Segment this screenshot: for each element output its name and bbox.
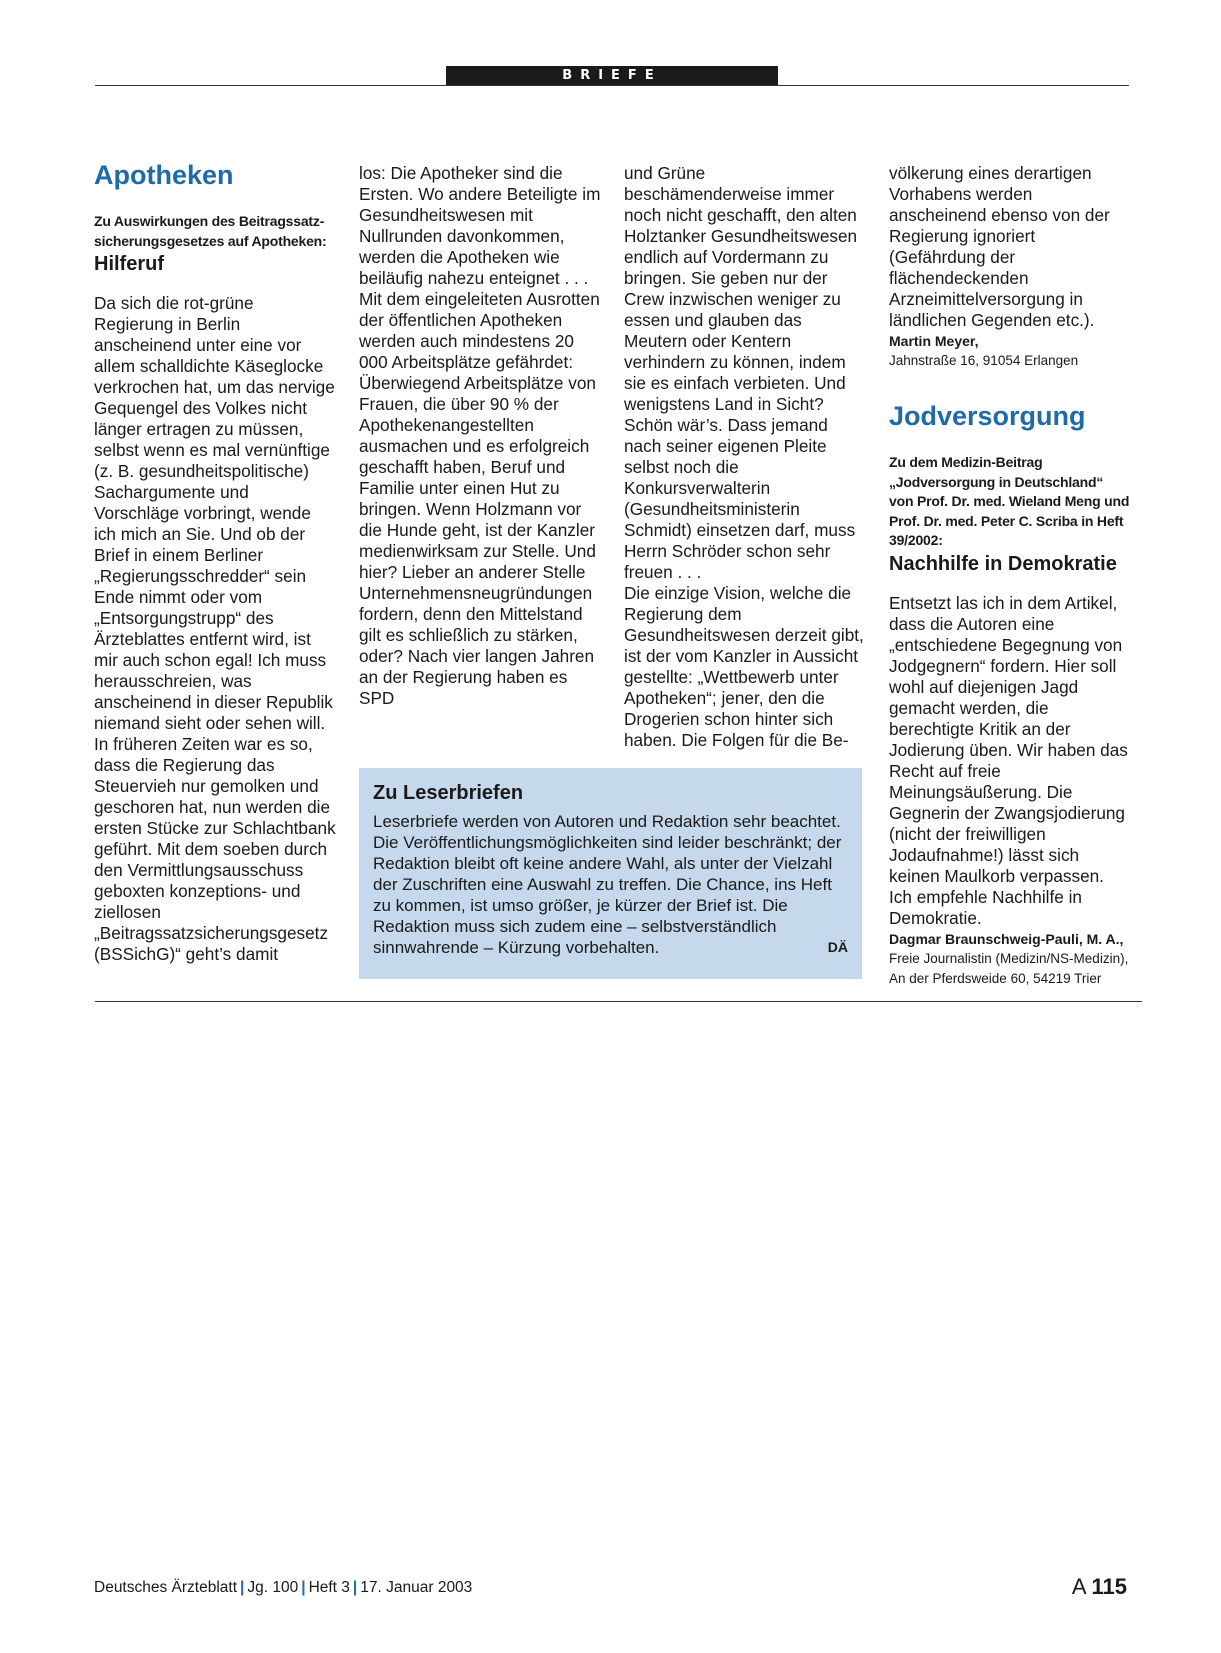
letter-signature-address: An der Pferdsweide 60, 54219 Trier	[889, 970, 1102, 986]
infobox-signature: DÄ	[827, 939, 848, 955]
letter-signature-address: Jahnstraße 16, 91054 Erlangen	[889, 353, 1079, 368]
article-intro: Zu Auswirkungen des Beitragssatzsicherungsgesetzes auf Apotheken:	[94, 213, 327, 249]
footer-separator: |	[301, 1579, 306, 1596]
page-number-value: 115	[1091, 1574, 1127, 1599]
letter-signature-name: Martin Meyer,	[889, 333, 979, 349]
footer-volume: Jg. 100	[247, 1579, 299, 1596]
letter-signature-name: Dagmar Braunschweig-Pauli, M. A.,	[889, 930, 1124, 947]
article-intro: Zu dem Medizin-Beitrag „Jodversorgung in Deutschland“ von Prof. Dr. med. Wieland Meng und Prof. Dr. med. Peter C. Scriba in Heft 39/2002:	[889, 454, 1130, 548]
column-2	[359, 163, 601, 709]
column-3	[624, 163, 866, 751]
footer-separator: |	[240, 1579, 245, 1596]
letter-paragraph: und Grüne beschämenderweise immer noch nicht geschafft, den alten Holztanker Gesundheitswesen endlich auf Vordermann zu bringen. Sie geben nur der Crew inzwischen weniger zu essen und glauben das Meutern oder Kentern verhindern zu können, indem sie es einfach verbieten. Und wenigstens Land in Sicht? Schön wär’s. Dass jemand nach seiner eigenen Pleite selbst noch die Konkursverwalterin (Gesundheitsministerin Schmidt) einsetzen darf, muss Herrn Schröder schon sehr freuen . . .	[624, 163, 858, 582]
page-number	[1072, 1574, 1127, 1600]
footer-issue: Heft 3	[308, 1579, 350, 1596]
letter-signature-role: Freie Journalistin (Medizin/NS-Medizin),	[889, 950, 1129, 966]
bottom-rule	[95, 1001, 1142, 1002]
letter-paragraph: los: Die Apotheker sind die Ersten. Wo andere Beteiligte im Gesundheitswesen mit Nullrunden davonkommen, werden die Apotheken wie beiläufig nahezu enteignet . . . Mit dem eingeleiteten Ausrotten der öffentlichen Apotheken werden auch mindestens 20 000 Arbeitsplätze gefährdet: Überwiegend Arbeitsplätze von Frauen, die über 90 % der Apothekenangestellten ausmachen und es erfolgreich geschafft haben, Beruf und Familie unter einen Hut zu bringen. Wenn Holzmann vor die Hunde geht, ist der Kanzler medienwirksam zur Stelle. Und hier? Lieber an anderer Stelle Unternehmensneugründungen fordern, denn den Mittelstand gilt es schließlich zu stärken, oder? Nach vier langen Jahren an der Regierung haben es SPD	[359, 163, 601, 708]
section-header: BRIEFE	[446, 66, 778, 86]
letter-headline-nachhilfe: Nachhilfe in Demokratie	[889, 552, 1117, 575]
column-1	[94, 158, 336, 965]
article-title-jodversorgung: Jodversorgung	[889, 401, 1086, 431]
letter-paragraph: Da sich die rot-grüne Regierung in Berlin anscheinend unter eine vor allem schalldichte Käseglocke verkrochen hat, um das nervige Gequengel des Volkes nicht länger ertragen zu müssen, selbst wenn es mal vernünftige (z. B. gesundheitspolitische) Sachargumente und Vorschläge vorbringt, wende ich mich an Sie. Und ob der Brief in einem Berliner „Regierungsschredder“ sein Ende nimmt oder vom „Entsorgungstrupp“ des Ärzteblattes entfernt wird, ist mir auch schon egal! Ich muss herausschreien, was anscheinend in dieser Republik niemand sieht oder sehen will.	[94, 293, 335, 733]
letter-paragraph: völkerung eines derartigen Vorhabens werden anscheinend ebenso von der Regierung ignoriert (Gefährdung der flächendeckenden Arzneimittelversorgung in ländlichen Gegenden etc.).	[889, 163, 1110, 330]
letter-paragraph: Entsetzt las ich in dem Artikel, dass die Autoren eine „entschiedene Begegnung von Jodgegnern“ fordern. Hier soll wohl auf diejenigen Jagd gemacht werden, die berechtigte Kritik an der Jodierung üben. Wir haben das Recht auf freie Meinungsäußerung. Die Gegnerin der Zwangsjodierung (nicht der freiwilligen Jodaufnahme!) lässt sich keinen Maulkorb verpassen. Ich empfehle Nachhilfe in Demokratie.	[889, 592, 1128, 928]
infobox-text	[373, 811, 848, 958]
article-title-apotheken: Apotheken	[94, 160, 234, 190]
top-rule	[95, 85, 1129, 86]
page-prefix: A	[1071, 1574, 1086, 1599]
infobox-title: Zu Leserbriefen	[373, 782, 524, 804]
leserbriefe-infobox	[359, 768, 862, 979]
letter-paragraph: In früheren Zeiten war es so, dass die Regierung das Steuervieh nur gemolken und geschoren hat, nun werden die ersten Stücke zur Schlachtbank geführt. Mit dem soeben durch den Vermittlungsausschuss geboxten konzeptions- und ziellosen „Beitragssatzsicherungsgesetz (BSSichG)“ geht’s damit	[94, 734, 336, 964]
letter-headline-hilferuf: Hilferuf	[94, 253, 164, 275]
column-4	[889, 163, 1131, 989]
page-footer	[94, 1579, 472, 1597]
infobox-body: Leserbriefe werden von Autoren und Redaktion sehr beachtet. Die Veröffentlichungsmöglichkeiten sind leider beschränkt; der Redaktion bleibt oft keine andere Wahl, als unter der Vielzahl der Zuschriften eine Auswahl zu treffen. Die Chance, ins Heft zu kommen, ist umso größer, je kürzer der Brief ist. Die Redaktion muss sich zudem eine – selbstverständlich sinnwahrende – Kürzung vorbehalten.	[373, 812, 842, 957]
footer-separator: |	[352, 1579, 358, 1596]
footer-date: 17. Januar 2003	[360, 1579, 473, 1596]
footer-journal: Deutsches Ärzteblatt	[94, 1579, 238, 1596]
letter-paragraph: Die einzige Vision, welche die Regierung dem Gesundheitswesen derzeit gibt, ist der vom Kanzler in Aussicht gestellte: „Wettbewerb unter Apotheken“; jener, den die Drogerien schon hinter sich haben. Die Folgen für die Be-	[624, 583, 864, 750]
